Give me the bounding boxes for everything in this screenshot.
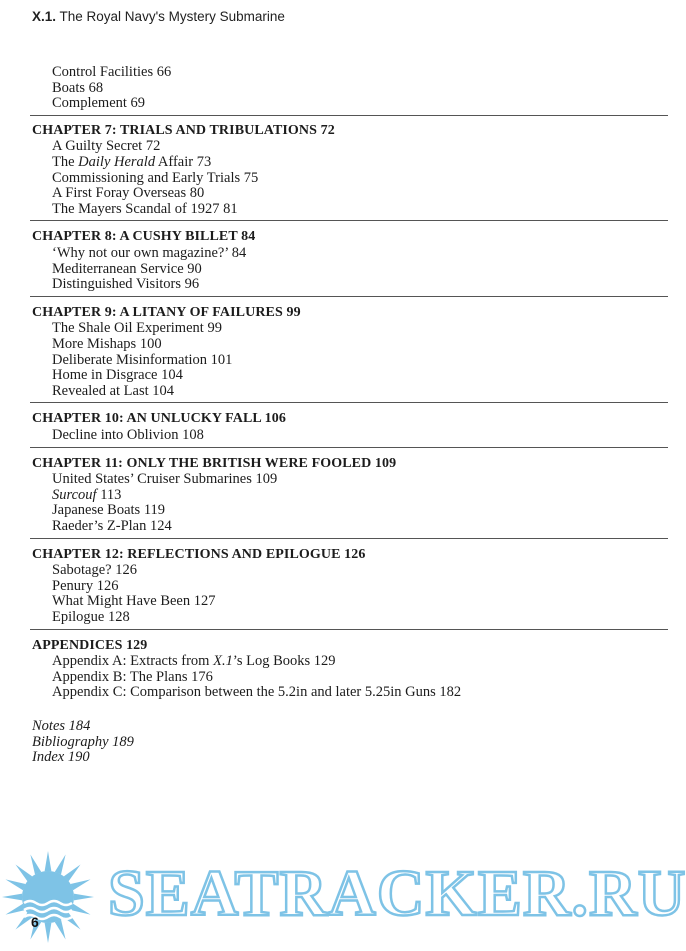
chapter-title: CHAPTER 12: REFLECTIONS AND EPILOGUE [32, 546, 341, 562]
entry-page: 80 [189, 185, 205, 202]
entry-page: 128 [107, 609, 130, 625]
entry-page: 69 [130, 95, 146, 112]
entry-title: Decline into Oblivion [52, 427, 179, 443]
chapter-page: 84 [241, 229, 256, 245]
toc-entry [52, 336, 162, 352]
entry-title-italic: Daily Herald [78, 154, 156, 170]
entry-title: United States’ Cruiser Submarines [52, 471, 252, 488]
toc-entry [52, 427, 204, 443]
entry-title: Commissioning and Early Trials [52, 169, 241, 186]
chapter-title: CHAPTER 9: A LITANY OF FAILURES [32, 304, 283, 320]
entry-page: 126 [115, 562, 137, 579]
running-head [32, 9, 285, 24]
entry-title: What Might Have Been [52, 593, 191, 610]
toc-entry [52, 138, 160, 154]
section-divider [30, 296, 668, 297]
entry-page: 66 [156, 64, 172, 80]
entry-page: 104 [152, 382, 174, 399]
sun-burst-icon [2, 851, 94, 943]
entry-title: The Mayers Scandal of 1927 [52, 200, 220, 217]
toc-entry [52, 320, 222, 336]
toc-entry [52, 471, 277, 487]
toc-entry [52, 593, 216, 609]
chapter-heading [32, 638, 147, 654]
toc-entry [52, 95, 145, 111]
entry-title: A First Foray Overseas [52, 185, 187, 202]
entry-title-italic: X.1 [213, 653, 233, 670]
section-divider [30, 402, 668, 403]
entry-page: 99 [207, 320, 222, 337]
entry-page: 124 [149, 518, 172, 534]
entry-title: Mediterranean Service [52, 260, 184, 277]
toc-entry [52, 562, 137, 578]
toc-entry [52, 245, 246, 261]
entry-page: 90 [187, 260, 202, 277]
toc-entry [52, 383, 174, 399]
sun-ray [45, 923, 52, 943]
entry-page: 100 [139, 336, 162, 352]
chapter-page: 72 [320, 122, 335, 138]
sun-ray [6, 904, 26, 915]
entry-title: Japanese Boats [52, 502, 141, 519]
book-code: X.1. [32, 9, 57, 24]
entry-title: Affair [155, 154, 194, 170]
toc-entry [52, 261, 202, 277]
book-title: The Royal Navy's Mystery Submarine [59, 9, 285, 24]
chapter-heading [32, 411, 286, 427]
entry-title: Deliberate Misinformation [52, 351, 208, 368]
toc-entry [52, 80, 103, 96]
chapter-heading [32, 123, 335, 139]
toc-entry [52, 154, 211, 170]
section-divider [30, 629, 668, 630]
chapter-heading [32, 229, 255, 245]
entry-page: 81 [223, 200, 238, 217]
entry-title: Epilogue [52, 609, 105, 625]
toc-entry [52, 185, 204, 201]
entry-title: ‘Why not our own magazine?’ [52, 245, 229, 261]
entry-page: 129 [313, 653, 336, 670]
entry-title: Revealed at Last [52, 382, 149, 399]
toc-entry [52, 170, 258, 186]
chapter-heading [32, 456, 396, 472]
section-divider [30, 115, 668, 116]
entry-page: 68 [88, 79, 104, 96]
entry-page: 104 [161, 367, 183, 384]
entry-page: 113 [100, 486, 122, 503]
toc-entry [52, 201, 238, 217]
back-matter-entry [32, 749, 90, 765]
entry-title: Boats [52, 79, 86, 96]
entry-title: Appendix A: Extracts from [52, 653, 214, 670]
entry-title: Index [32, 749, 65, 766]
entry-page: 189 [112, 733, 134, 750]
toc-entry [52, 367, 183, 383]
back-matter-entry [32, 734, 134, 750]
back-matter-entry [32, 718, 90, 734]
entry-title-italic: Surcouf [52, 486, 97, 503]
toc-entry [52, 653, 336, 669]
chapter-title: CHAPTER 7: TRIALS AND TRIBULATIONS [32, 122, 318, 138]
section-divider [30, 538, 668, 539]
entry-page: 101 [210, 351, 233, 368]
entry-title: The Shale Oil Experiment [52, 320, 204, 337]
toc-entry [52, 669, 213, 685]
sun-ray [45, 851, 52, 871]
entry-page: 72 [145, 138, 161, 155]
sun-ray [71, 904, 91, 915]
toc-entry [52, 276, 199, 292]
entry-page: 190 [67, 749, 90, 766]
entry-title: Home in Disgrace [52, 367, 158, 384]
sun-ray [30, 855, 41, 875]
sun-ray [55, 855, 66, 875]
entry-title: Penury [52, 577, 94, 594]
toc-entry [52, 609, 130, 625]
entry-title: Appendix B: The Plans [52, 668, 188, 685]
chapter-title: CHAPTER 10: AN UNLUCKY FALL [32, 411, 262, 427]
chapter-page: 99 [286, 304, 301, 320]
chapter-page: 126 [344, 546, 366, 562]
entry-page: 108 [182, 427, 204, 443]
toc-entry [52, 352, 232, 368]
chapter-page: 129 [126, 637, 148, 653]
toc-entry [52, 578, 118, 594]
page-number: 6 [31, 914, 39, 930]
sun-ray [74, 894, 94, 901]
entry-page: 75 [243, 169, 259, 186]
entry-title: ’s Log Books [232, 653, 311, 670]
entry-title: The [52, 154, 79, 170]
entry-title: Control Facilities [52, 64, 154, 80]
section-divider [30, 220, 668, 221]
chapter-heading [32, 547, 365, 563]
entry-page: 126 [96, 577, 119, 594]
entry-page: 184 [68, 718, 91, 734]
entry-title: Appendix C: Comparison between the 5.2in and later 5.25in Guns [52, 684, 436, 701]
toc-entry [52, 64, 171, 80]
chapter-title: CHAPTER 11: ONLY THE BRITISH WERE FOOLED [32, 455, 372, 471]
chapter-heading [32, 305, 301, 321]
entry-title: Sabotage? [52, 562, 112, 579]
toc-entry [52, 684, 461, 700]
section-divider [30, 447, 668, 448]
entry-page: 109 [255, 471, 278, 488]
sun-ray [55, 920, 66, 940]
entry-title: Complement [52, 95, 127, 112]
toc-entry [52, 502, 165, 518]
entry-title: More Mishaps [52, 336, 137, 352]
toc-entry [52, 518, 172, 534]
entry-page: 96 [184, 276, 200, 293]
sun-ray [2, 894, 22, 901]
watermark-text: SEATRACKER.RU [108, 857, 686, 930]
chapter-page: 106 [264, 411, 286, 427]
entry-title: Raeder’s Z-Plan [52, 518, 147, 534]
entry-title: A Guilty Secret [52, 138, 143, 155]
chapter-page: 109 [374, 455, 397, 471]
entry-title: Distinguished Visitors [52, 276, 181, 293]
chapter-title: APPENDICES [32, 637, 123, 653]
entry-page: 119 [143, 502, 166, 519]
entry-page: 127 [193, 593, 216, 610]
chapter-title: CHAPTER 8: A CUSHY BILLET [32, 229, 238, 245]
entry-title: Bibliography [32, 733, 109, 750]
entry-page: 84 [231, 245, 247, 261]
sun-ray [6, 879, 26, 890]
entry-page: 176 [191, 668, 213, 685]
entry-page: 182 [439, 684, 462, 701]
entry-page: 73 [196, 154, 212, 170]
toc-entry [52, 487, 121, 503]
sun-ray [71, 879, 91, 890]
entry-title: Notes [32, 718, 66, 734]
